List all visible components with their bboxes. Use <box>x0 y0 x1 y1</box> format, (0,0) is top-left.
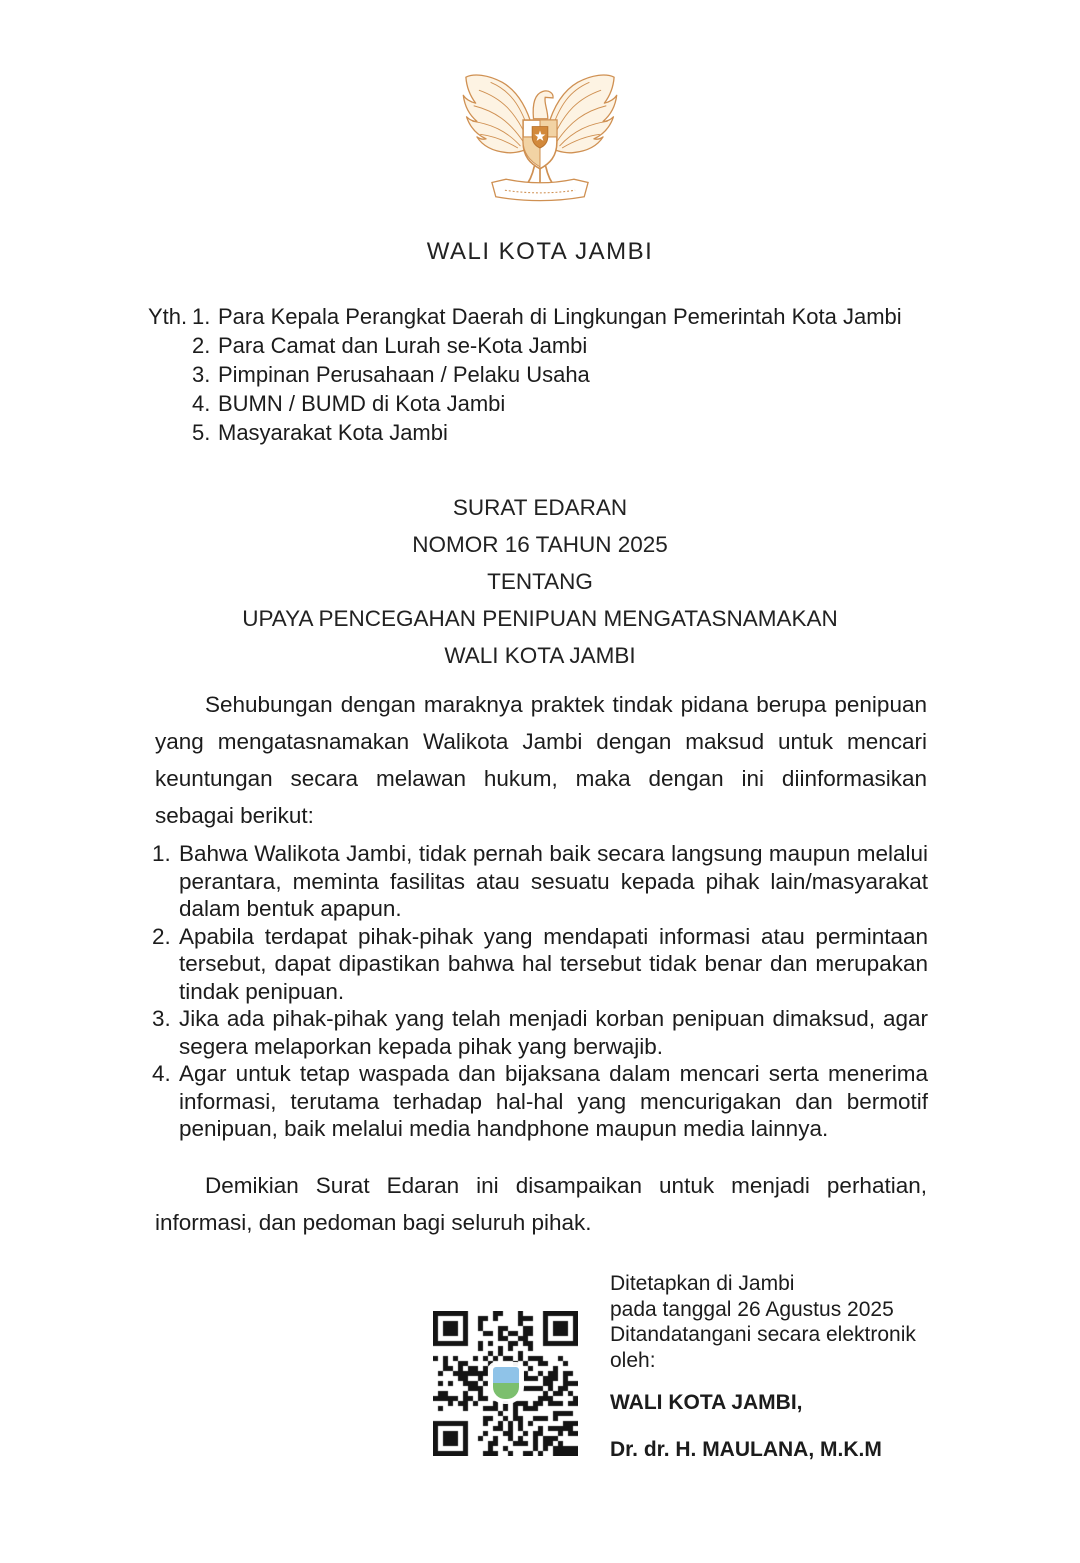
addressee-label: Yth. <box>148 304 188 329</box>
signature-method-line1: Ditandatangani secara elektronik <box>610 1323 916 1346</box>
signature-place: Ditetapkan di Jambi <box>610 1272 795 1295</box>
doc-type: SURAT EDARAN <box>452 495 628 520</box>
numbered-point: 2. Apabila terdapat pihak-pihak yang mendapati informasi atau permintaan tersebut, dapat dipastikan bahwa hal tersebut tidak benar dan merupakan tindak penipuan. <box>152 923 928 1004</box>
institution-title: WALI KOTA JAMBI <box>426 238 654 265</box>
signatory-position: WALI KOTA JAMBI, <box>610 1391 803 1414</box>
numbered-point: 3. Jika ada pihak-pihak yang telah menjadi korban penipuan dimaksud, agar segera melaporkan kepada pihak yang berwajib. <box>152 1006 928 1059</box>
closing-paragraph: Demikian Surat Edaran ini disampaikan untuk menjadi perhatian, informasi, dan pedoman bagi seluruh pihak. <box>155 1173 927 1235</box>
doc-subject-line2: WALI KOTA JAMBI <box>444 643 636 668</box>
qr-code <box>433 1311 578 1456</box>
signature-method-line2: oleh: <box>610 1348 656 1372</box>
signature-date: pada tanggal 26 Agustus 2025 <box>610 1297 894 1321</box>
numbered-point: 1. Bahwa Walikota Jambi, tidak pernah baik secara langsung maupun melalui perantara, meminta fasilitas atau sesuatu kepada pihak lain/masyarakat dalam bentuk apapun. <box>152 841 928 921</box>
garuda-pancasila-emblem <box>462 56 618 214</box>
signatory-name: Dr. dr. H. MAULANA, M.K.M <box>610 1437 882 1461</box>
addressee-item: 1. Para Kepala Perangkat Daerah di Lingkungan Pemerintah Kota Jambi <box>192 304 902 329</box>
opening-paragraph: Sehubungan dengan maraknya praktek tindak pidana berupa penipuan yang mengatasnamakan Walikota Jambi dengan maksud untuk mencari keuntungan secara melawan hukum, maka dengan ini diinformasikan sebagai berikut: <box>155 692 927 828</box>
addressee-item: 4. BUMN / BUMD di Kota Jambi <box>192 391 506 416</box>
doc-subject-line1: UPAYA PENCEGAHAN PENIPUAN MENGATASNAMAKAN <box>242 606 838 631</box>
numbered-point: 4. Agar untuk tetap waspada dan bijaksana dalam mencari serta menerima informasi, terutama terhadap hal-hal yang mencurigakan dan bermotif penipuan, baik melalui media handphone maupun media lainnya. <box>152 1061 928 1141</box>
doc-about-label: TENTANG <box>487 569 593 594</box>
numbered-points <box>152 840 928 1143</box>
addressee-block <box>148 302 948 447</box>
doc-number: NOMOR 16 TAHUN 2025 <box>412 532 668 557</box>
addressee-item: 3. Pimpinan Perusahaan / Pelaku Usaha <box>192 362 590 387</box>
document-title-block <box>0 489 1080 674</box>
signature-block <box>610 1271 1010 1462</box>
addressee-item: 2. Para Camat dan Lurah se-Kota Jambi <box>192 333 588 358</box>
jambi-crest-icon <box>493 1367 519 1399</box>
addressee-item: 5. Masyarakat Kota Jambi <box>192 420 448 445</box>
